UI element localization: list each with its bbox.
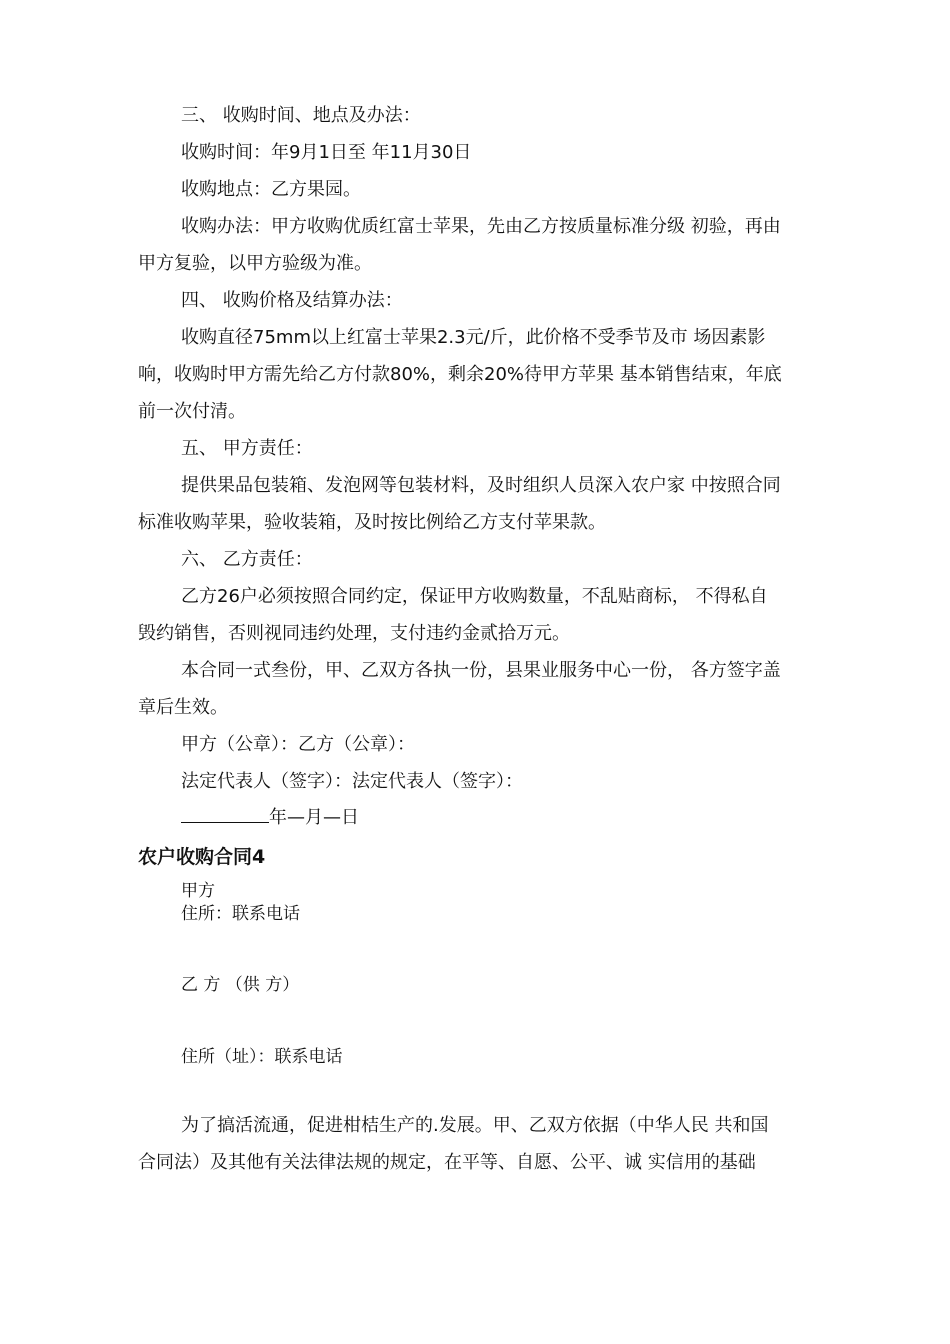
seal-line: 甲方（公章）：乙方（公章）： xyxy=(181,734,415,755)
party-b-label: 乙 方 （供 方） xyxy=(181,975,300,995)
date-text: 年—月—日 xyxy=(269,807,359,828)
price-line1: 收购直径75mm以上红富士苹果2.3元/斤，此价格不受季节及市 场因素影 xyxy=(181,327,766,348)
section3-title: 三、 收购时间、地点及办法： xyxy=(181,105,421,126)
representative-line: 法定代表人（签字）：法定代表人（签字）： xyxy=(181,771,523,792)
price-line2: 响，收购时甲方需先给乙方付款80%，剩余20%待甲方苹果 基本销售结束，年底 xyxy=(138,364,782,385)
intro-line2: 合同法）及其他有关法律法规的规定，在平等、自愿、公平、诚 实信用的基础 xyxy=(138,1152,756,1173)
copies-line2: 章后生效。 xyxy=(138,697,228,718)
date-line xyxy=(181,806,828,830)
section6-title: 六、 乙方责任： xyxy=(181,549,313,570)
party-a-label: 甲方 xyxy=(181,881,215,901)
copies-line1: 本合同一式叁份，甲、乙双方各执一份，县果业服务中心一份， 各方签字盖 xyxy=(181,660,781,681)
purchase-method-line2: 甲方复验，以甲方验级为准。 xyxy=(138,253,372,274)
date-blank xyxy=(181,806,269,823)
section5-title: 五、 甲方责任： xyxy=(181,438,313,459)
section4-title: 四、 收购价格及结算办法： xyxy=(181,290,403,311)
purchase-place: 收购地点：乙方果园。 xyxy=(181,179,361,200)
party-a-duty-line1: 提供果品包装箱、发泡网等包装材料，及时组织人员深入农户家 中按照合同 xyxy=(181,475,781,496)
party-b-duty-line2: 毁约销售，否则视同违约处理，支付违约金贰拾万元。 xyxy=(138,623,570,644)
purchase-time: 收购时间：年9月1日至 年11月30日 xyxy=(181,142,472,163)
price-line3: 前一次付清。 xyxy=(138,401,246,422)
contract4-title: 农户收购合同4 xyxy=(138,846,266,868)
purchase-method-line1: 收购办法：甲方收购优质红富士苹果，先由乙方按质量标准分级 初验，再由 xyxy=(181,216,781,237)
party-b-duty-line1: 乙方26户必须按照合同约定，保证甲方收购数量，不乱贴商标， 不得私自 xyxy=(181,586,768,607)
party-a-address: 住所：联系电话 xyxy=(181,904,300,924)
party-a-duty-line2: 标准收购苹果，验收装箱，及时按比例给乙方支付苹果款。 xyxy=(138,512,606,533)
intro-line1: 为了搞活流通，促进柑桔生产的.发展。甲、乙双方依据（中华人民 共和国 xyxy=(181,1115,769,1136)
party-b-address: 住所（址）：联系电话 xyxy=(181,1047,343,1067)
